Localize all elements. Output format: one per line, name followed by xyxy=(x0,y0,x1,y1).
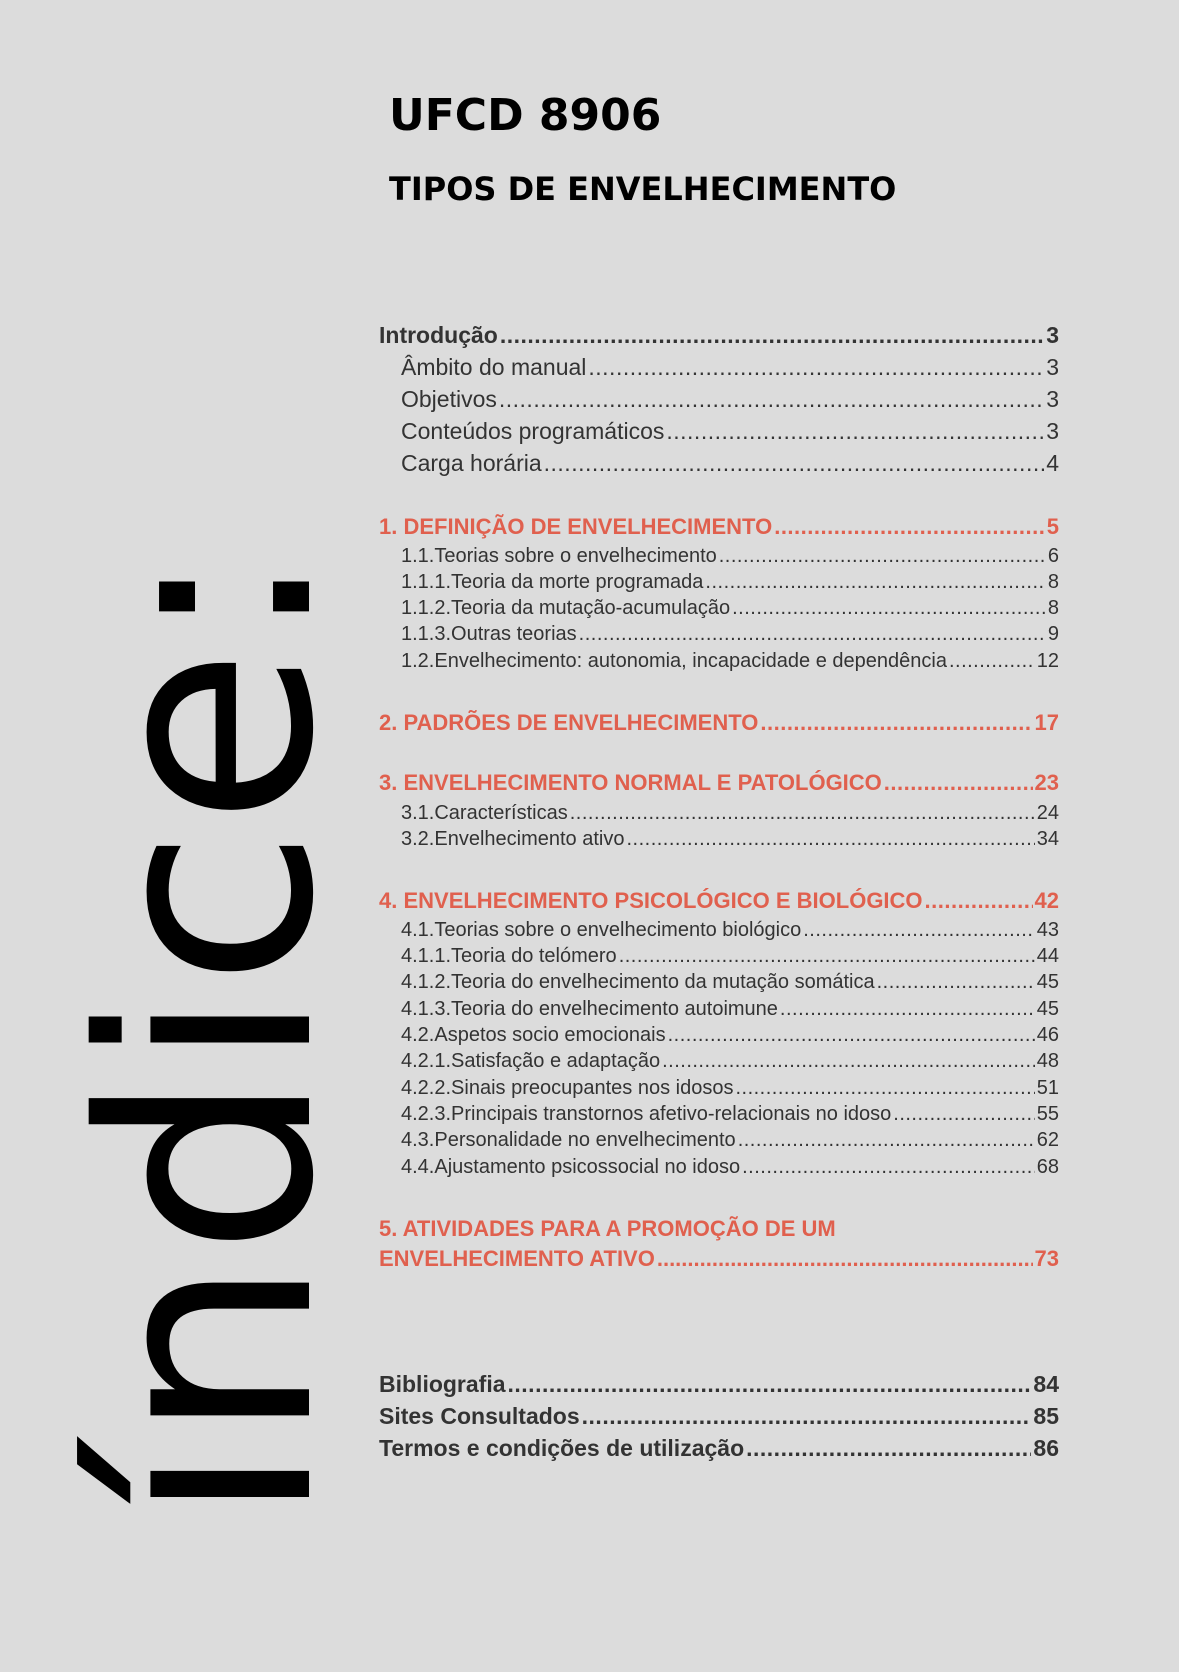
toc-page-number: 62 xyxy=(1036,1129,1059,1151)
toc-entry[interactable] xyxy=(379,650,1059,673)
toc-leader xyxy=(893,1103,1034,1126)
toc-entry-sites[interactable] xyxy=(379,1403,1059,1430)
toc-leader xyxy=(877,971,1035,994)
toc-entry[interactable] xyxy=(379,1077,1059,1100)
toc-chapter-2[interactable] xyxy=(379,710,1059,736)
toc-leader xyxy=(588,354,1044,381)
toc-entry[interactable] xyxy=(379,418,1059,445)
toc-leader xyxy=(884,770,1033,796)
toc-page-number: 3 xyxy=(1046,386,1059,412)
toc-label: Termos e condições de utilização xyxy=(379,1435,745,1461)
toc-leader xyxy=(732,597,1046,620)
toc-page-number: 84 xyxy=(1033,1371,1059,1397)
course-title: TIPOS DE ENVELHECIMENTO xyxy=(389,170,897,208)
toc-page-number: 45 xyxy=(1036,998,1059,1020)
toc-label: Sites Consultados xyxy=(379,1403,580,1429)
toc-label: Conteúdos programáticos xyxy=(401,418,665,444)
toc-page-number: 34 xyxy=(1036,828,1059,850)
toc-label: 4.2.2.Sinais preocupantes nos idosos xyxy=(401,1077,734,1099)
toc-label: 4. ENVELHECIMENTO PSICOLÓGICO E BIOLÓGICO xyxy=(379,888,923,913)
toc-leader xyxy=(570,802,1035,825)
toc-entry-bibliografia[interactable] xyxy=(379,1371,1059,1398)
toc-leader xyxy=(579,623,1046,646)
toc-label: 1.1.3.Outras teorias xyxy=(401,623,577,645)
toc-label: 1.1.Teorias sobre o envelhecimento xyxy=(401,545,717,567)
toc-label: 4.2.1.Satisfação e adaptação xyxy=(401,1050,661,1072)
toc-label: 4.1.3.Teoria do envelhecimento autoimune xyxy=(401,998,778,1020)
toc-leader xyxy=(774,514,1045,540)
toc-leader xyxy=(508,1371,1032,1398)
toc-leader xyxy=(746,1435,1031,1462)
toc-page-number: 5 xyxy=(1046,514,1059,539)
toc-page-number: 43 xyxy=(1036,919,1059,941)
toc-entry[interactable] xyxy=(379,828,1059,851)
toc-entry-introducao[interactable] xyxy=(379,322,1059,349)
toc-label: 4.1.Teorias sobre o envelhecimento biológico xyxy=(401,919,802,941)
toc-chapter-1[interactable] xyxy=(379,514,1059,540)
toc-leader xyxy=(582,1403,1032,1430)
toc-leader xyxy=(499,386,1044,413)
toc-page-number: 4 xyxy=(1046,450,1059,476)
toc-entry[interactable] xyxy=(379,354,1059,381)
toc-label: 1. DEFINIÇÃO DE ENVELHECIMENTO xyxy=(379,514,773,539)
toc-page-number: 17 xyxy=(1034,710,1059,735)
toc-label: Carga horária xyxy=(401,450,542,476)
toc-label: 3.1.Características xyxy=(401,802,568,824)
toc-page-number: 3 xyxy=(1046,354,1059,380)
toc-page-number: 86 xyxy=(1033,1435,1059,1461)
toc-page-number: 3 xyxy=(1046,322,1059,348)
toc-leader xyxy=(780,998,1035,1021)
toc-entry[interactable] xyxy=(379,597,1059,620)
toc-entry[interactable] xyxy=(379,945,1059,968)
toc-leader xyxy=(735,1077,1034,1100)
toc-label: 4.4.Ajustamento psicossocial no idoso xyxy=(401,1156,741,1178)
toc-label: 3.2.Envelhecimento ativo xyxy=(401,828,625,850)
toc-leader xyxy=(626,828,1034,851)
toc-label: Introdução xyxy=(379,322,498,348)
toc-leader xyxy=(742,1156,1035,1179)
toc-page-number: 6 xyxy=(1047,545,1059,567)
toc-label: ENVELHECIMENTO ATIVO xyxy=(379,1246,655,1271)
toc-entry[interactable] xyxy=(379,1103,1059,1126)
toc-leader xyxy=(719,545,1046,568)
toc-page-number: 51 xyxy=(1036,1077,1059,1099)
toc-leader xyxy=(668,1024,1035,1047)
toc-page-number: 46 xyxy=(1036,1024,1059,1046)
toc-leader xyxy=(544,450,1045,477)
toc-entry[interactable] xyxy=(379,450,1059,477)
toc-label: 4.1.1.Teoria do telómero xyxy=(401,945,617,967)
toc-entry[interactable] xyxy=(379,971,1059,994)
toc-leader xyxy=(705,571,1045,594)
toc-leader xyxy=(662,1050,1035,1073)
toc-entry[interactable] xyxy=(379,1156,1059,1179)
toc-leader xyxy=(500,322,1044,349)
toc-page-number: 73 xyxy=(1034,1246,1059,1271)
toc-leader xyxy=(619,945,1035,968)
index-side-title: índice: xyxy=(41,545,378,1525)
toc-page-number: 68 xyxy=(1036,1156,1059,1178)
toc-entry[interactable] xyxy=(379,386,1059,413)
toc-label: Bibliografia xyxy=(379,1371,506,1397)
toc-label: 1.1.1.Teoria da morte programada xyxy=(401,571,704,593)
toc-label: 4.2.3.Principais transtornos afetivo-relacionais no idoso xyxy=(401,1103,892,1125)
toc-entry[interactable] xyxy=(379,1050,1059,1073)
toc-label: 1.1.2.Teoria da mutação-acumulação xyxy=(401,597,731,619)
toc-entry[interactable] xyxy=(379,802,1059,825)
toc-leader xyxy=(949,650,1035,673)
toc-page-number: 9 xyxy=(1047,623,1059,645)
toc-label: 5. ATIVIDADES PARA A PROMOÇÃO DE UM xyxy=(379,1216,836,1241)
toc-label: Âmbito do manual xyxy=(401,354,587,380)
toc-label: 1.2.Envelhecimento: autonomia, incapacidade e dependência xyxy=(401,650,947,672)
toc-label: 2. PADRÕES DE ENVELHECIMENTO xyxy=(379,710,759,735)
toc-entry[interactable] xyxy=(379,998,1059,1021)
toc-page-number: 24 xyxy=(1036,802,1059,824)
toc-leader xyxy=(760,710,1032,736)
toc-page-number: 48 xyxy=(1036,1050,1059,1072)
toc-page-number: 8 xyxy=(1047,597,1059,619)
toc-label: 4.2.Aspetos socio emocionais xyxy=(401,1024,666,1046)
course-code: UFCD 8906 xyxy=(389,90,662,141)
toc-chapter-3[interactable] xyxy=(379,770,1059,796)
toc-page-number: 8 xyxy=(1047,571,1059,593)
toc-label: Objetivos xyxy=(401,386,497,412)
toc-label: 4.1.2.Teoria do envelhecimento da mutação somática xyxy=(401,971,875,993)
toc-chapter-5[interactable] xyxy=(379,1216,1059,1272)
toc-entry-termos[interactable] xyxy=(379,1435,1059,1462)
toc-page-number: 85 xyxy=(1033,1403,1059,1429)
toc-leader xyxy=(657,1246,1033,1272)
toc-entry[interactable] xyxy=(379,919,1059,942)
toc-chapter-4[interactable] xyxy=(379,888,1059,914)
toc-entry[interactable] xyxy=(379,1129,1059,1152)
toc-leader xyxy=(925,888,1033,914)
toc-entry[interactable] xyxy=(379,571,1059,594)
toc-page-number: 23 xyxy=(1034,770,1059,795)
toc-entry[interactable] xyxy=(379,545,1059,568)
toc-page-number: 42 xyxy=(1034,888,1059,913)
toc-leader xyxy=(738,1129,1035,1152)
toc-entry[interactable] xyxy=(379,623,1059,646)
toc-entry[interactable] xyxy=(379,1024,1059,1047)
toc-label: 4.3.Personalidade no envelhecimento xyxy=(401,1129,736,1151)
toc-label: 3. ENVELHECIMENTO NORMAL E PATOLÓGICO xyxy=(379,770,882,795)
toc-page-number: 45 xyxy=(1036,971,1059,993)
toc-page-number: 12 xyxy=(1036,650,1059,672)
toc-page-number: 44 xyxy=(1036,945,1059,967)
toc-page-number: 3 xyxy=(1046,418,1059,444)
toc-leader xyxy=(666,418,1044,445)
toc-page-number: 55 xyxy=(1036,1103,1059,1125)
toc-leader xyxy=(803,919,1035,942)
